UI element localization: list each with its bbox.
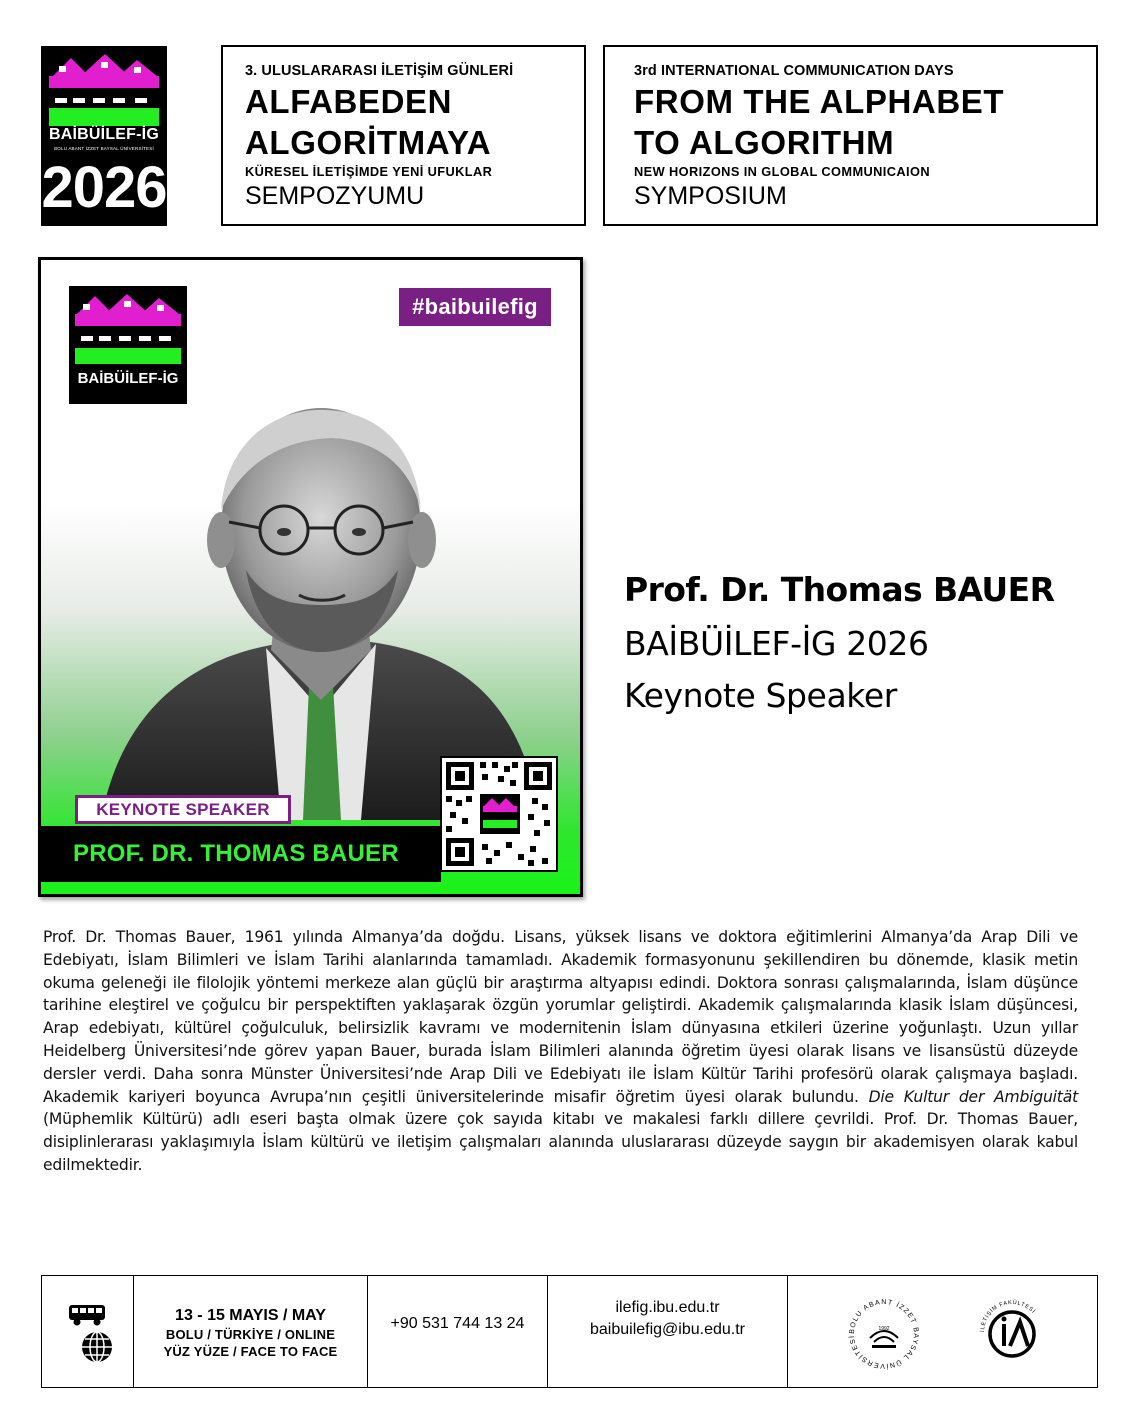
event-format: YÜZ YÜZE / FACE TO FACE (163, 1344, 338, 1359)
footer-logos-cell (788, 1276, 1096, 1387)
bio-book-title: Die Kultur der Ambiguität (868, 1087, 1078, 1106)
header-tr-subtitle: KÜRESEL İLETİŞİMDE YENİ UFUKLAR (245, 164, 493, 179)
header-turkish (221, 45, 586, 226)
event-logo (41, 46, 167, 226)
bus-icon (68, 1304, 108, 1326)
header-tr-symposium: SEMPOZYUMU (245, 182, 425, 210)
seal-ring-text: BOLU ABANT İZZET BAYSAL ÜNİVERSİTESİ (848, 1298, 920, 1370)
email-link[interactable]: baibuilefig@ibu.edu.tr (589, 1321, 745, 1338)
hashtag-badge: #baibuilefig (399, 288, 551, 326)
header-english (603, 45, 1098, 226)
faculty-logo-icon (974, 1294, 1050, 1370)
footer-phone-cell (368, 1276, 548, 1387)
speaker-event: BAİBÜİLEF-İG 2026 (624, 624, 929, 663)
bio-part-1: Prof. Dr. Thomas Bauer, 1961 yılında Almanya’da doğdu. Lisans, yüksek lisans ve doktora eğitimlerini Almanya’da Arap Dili ve Edebiyatı, İslam Bilimleri ve İslam Tarihi alanlarında tamamladı. Akademik formasyonunu şekillendiren bu dönemde, klasik metin okuma geleneği ile filolojik yöntemi merkeze alan güçlü bir araştırma altyapısı edindi. Doktora sonrası çalışmalarında, İslam düşünce tarihine eleştirel ve çoğulcu bir perspektiften yaklaşarak özgün yorumlar geliştirdi. Akademik çalışmalarında klasik İslam düşüncesi, Arap edebiyatı, kültürel çoğulculuk, belirsizlik kavramı ve modernitenin İslam dünyasına etkileri üzerine yoğunlaştı. Uzun yıllar Heidelberg Üniversitesi’nde görev yapan Bauer, burada İslam Bilimleri alanında öğretim üyesi olarak lisans ve lisansüstü düzeyde dersler verdi. Daha sonra Münster Üniversitesi’nde Arap Dili ve Edebiyatı ile İslam Kültür Tarihi profesörü olarak çalışmaya başladı. Akademik kariyeri boyunca Avrupa’nın çeşitli üniversitelerinde misafir öğretim üyesi olarak bulundu. (43, 928, 1078, 1106)
bio-part-2: (Müphemlik Kültürü) adlı eseri başta olmak üzere çok sayıda kitabı ve makalesi farklı dillere çevrildi. Prof. Dr. Thomas Bauer, disiplinlerarası yaklaşımıyla İslam kültürü ve iletişim çalışmaları alanında uluslararası düzeyde saygın bir akademisyen olarak kabul edilmektedir. (43, 1110, 1078, 1174)
header-tr-title-1: ALFABEDEN (245, 83, 453, 120)
footer (41, 1275, 1098, 1388)
globe-icon (80, 1330, 114, 1364)
contact-phone[interactable]: +90 531 744 13 24 (390, 1315, 525, 1332)
logo-small-caption: BOLU ABANT İZZET BAYSAL ÜNİVERSİTESİ (54, 146, 154, 151)
poster-logo-text: BAİBÜİLEF-İG (77, 370, 179, 387)
svg-text:İLETİŞİM FAKÜLTESİ (979, 1299, 1037, 1332)
seal-year: 1992 (878, 1326, 890, 1332)
speaker-biography (43, 926, 1078, 1177)
speaker-name: Prof. Dr. Thomas BAUER (624, 570, 1055, 609)
poster-speaker-name: PROF. DR. THOMAS BAUER (41, 826, 441, 882)
header-tr-title-2: ALGORİTMAYA (245, 124, 492, 161)
header-tr-edition: 3. ULUSLARARASI İLETİŞİM GÜNLERİ (245, 63, 514, 79)
qr-code-graphic (442, 758, 556, 870)
logo-year: 2026 (41, 155, 167, 220)
logo-brand-text: BAİBÜİLEF-İG (49, 126, 159, 143)
svg-text:BOLU ABANT İZZET BAYSAL ÜNİVER (847, 1299, 919, 1371)
header-en-symposium: SYMPOSIUM (634, 182, 787, 210)
footer-icons-cell (42, 1276, 134, 1387)
header-en-title-2: TO ALGORITHM (634, 124, 895, 161)
event-dates: 13 - 15 MAYIS / MAY (175, 1307, 326, 1324)
faculty-ring-text: İLETİŞİM FAKÜLTESİ (979, 1299, 1037, 1333)
university-seal-icon (840, 1290, 928, 1378)
speaker-role: Keynote Speaker (624, 676, 897, 715)
header-en-subtitle: NEW HORIZONS IN GLOBAL COMMUNICAION (634, 164, 930, 179)
poster-house-graphic (69, 286, 187, 372)
event-location: BOLU / TÜRKİYE / ONLINE (165, 1327, 336, 1342)
footer-web-cell (548, 1276, 788, 1387)
header-en-edition: 3rd INTERNATIONAL COMMUNICATION DAYS (634, 63, 954, 79)
website-link[interactable]: ilefig.ibu.edu.tr (615, 1299, 720, 1316)
speaker-poster (38, 257, 583, 897)
footer-dates-cell (134, 1276, 368, 1387)
qr-code[interactable] (440, 756, 558, 872)
header-en-title-1: FROM THE ALPHABET (634, 83, 1005, 120)
keynote-speaker-label: KEYNOTE SPEAKER (75, 795, 291, 824)
